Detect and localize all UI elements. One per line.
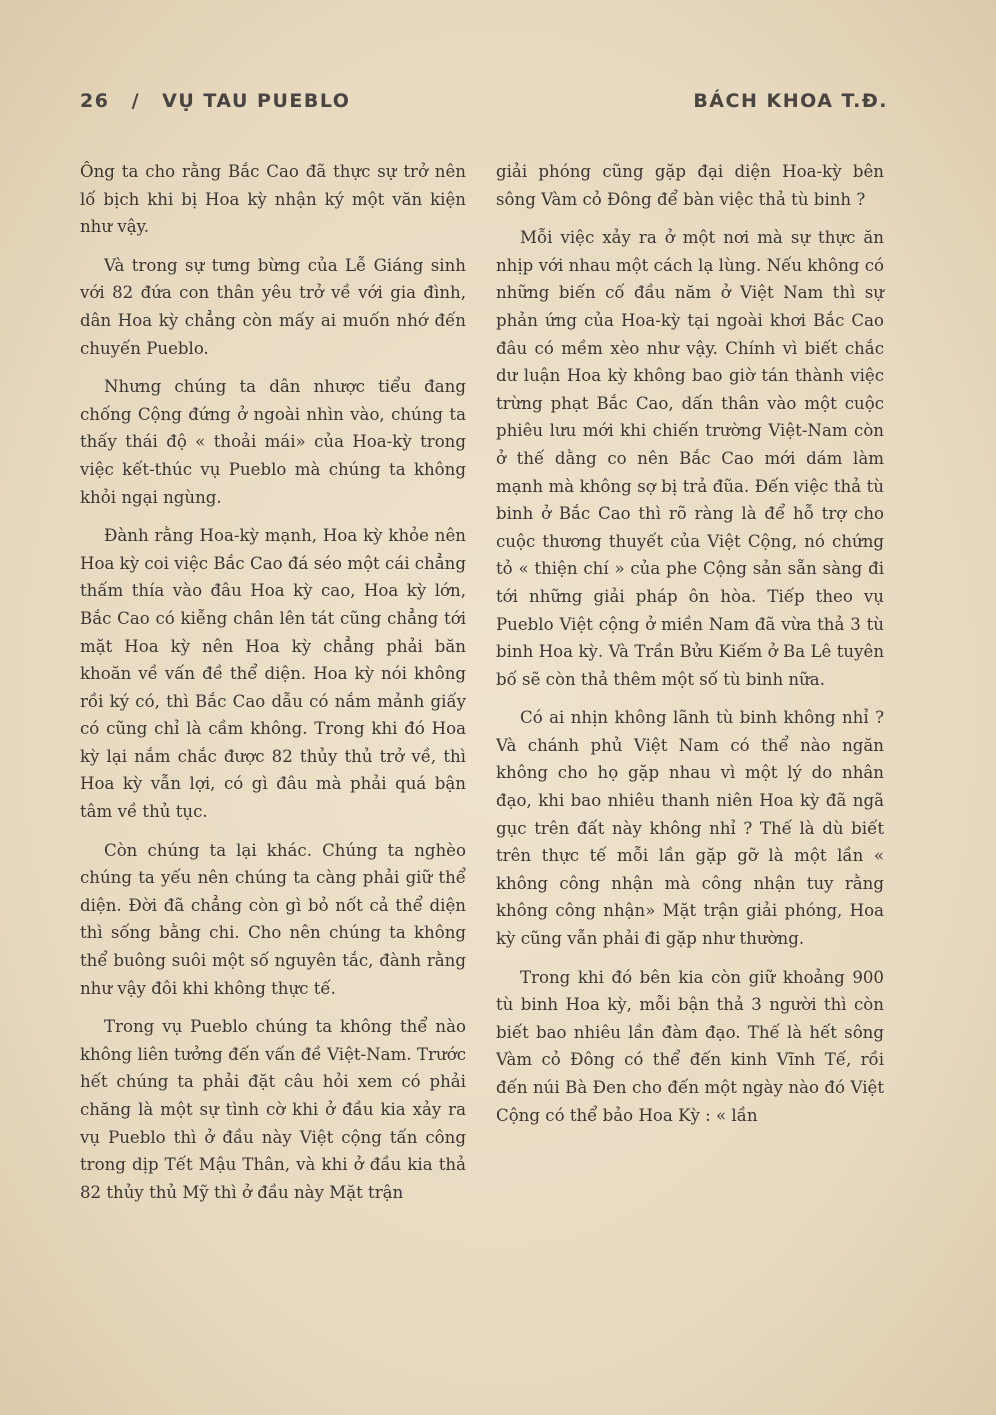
header-separator: /: [131, 90, 141, 112]
paragraph: Có ai nhịn không lãnh tù binh không nhỉ ? Và chánh phủ Việt Nam có thể nào ngăn không cho họ gặp nhau vì một lý do nhân đạo, khi bao nhiêu thanh niên Hoa kỳ đã ngã gục trên đất này không nhỉ ? Thế là dù biết trên thực tế mỗi lần gặp gỡ là một lần « không công nhận mà công nhận tuy rằng không công nhận» Mặt trận giải phóng, Hoa kỳ cũng vẫn phải đi gặp như thường.: [496, 708, 884, 949]
right-column: [496, 158, 884, 1140]
paragraph: giải phóng cũng gặp đại diện Hoa-kỳ bên sông Vàm cỏ Đông để bàn việc thả tù binh ?: [496, 162, 884, 209]
paragraph: Còn chúng ta lại khác. Chúng ta nghèo chúng ta yếu nên chúng ta càng phải giữ thể diện. Đời đã chẳng còn gì bỏ nốt cả thể diện thì sống bằng chi. Cho nên chúng ta không thể buông suôi một số nguyên tắc, đành rằng như vậy đôi khi không thực tế.: [80, 840, 466, 998]
paragraph: Đành rằng Hoa-kỳ mạnh, Hoa kỳ khỏe nên Hoa kỳ coi việc Bắc Cao đá séo một cái chẳng thấm thía vào đâu Hoa kỳ cao, Hoa kỳ lớn, Bắc Cao có kiễng chân lên tát cũng chẳng tới mặt Hoa kỳ nên Hoa kỳ chẳng phải băn khoăn về vấn đề thể diện. Hoa kỳ nói không rồi ký có, thì Bắc Cao dẫu có nắm mảnh giấy có cũng chỉ là cầm không. Trong khi đó Hoa kỳ lại nắm chắc được 82 thủy thủ trở về, thì Hoa kỳ vẫn lợi, có gì đâu mà phải quá bận tâm về thủ tục.: [80, 526, 466, 822]
left-column: [80, 158, 466, 1217]
paragraph: Trong vụ Pueblo chúng ta không thể nào không liên tưởng đến vấn đề Việt-Nam. Trước hết chúng ta phải đặt câu hỏi xem có phải chăng là một sự tình cờ khi ở đầu kia xảy ra vụ Pueblo thì ở đầu này Việt cộng tấn công trong dịp Tết Mậu Thân, và khi ở đầu kia thả 82 thủy thủ Mỹ thì ở đầu này Mặt trận: [80, 1017, 466, 1202]
page-number: 26: [80, 90, 110, 112]
paragraph: Trong khi đó bên kia còn giữ khoảng 900 tù binh Hoa kỳ, mỗi bận thả 3 người thì còn biết bao nhiêu lần đàm đạo. Thế là hết sông Vàm cỏ Đông có thể đến kinh Vĩnh Tế, rồi đến núi Bà Đen cho đến một ngày nào đó Việt Cộng có thể bảo Hoa Kỳ : « lần: [496, 967, 884, 1125]
header-left: [80, 90, 350, 112]
publication-name: BÁCH KHOA T.Đ.: [693, 90, 888, 112]
running-header: [80, 90, 888, 120]
paragraph: Ông ta cho rằng Bắc Cao đã thực sự trở nên lố bịch khi bị Hoa kỳ nhận ký một văn kiện như vậy.: [80, 162, 466, 237]
paragraph: Và trong sự tưng bừng của Lễ Giáng sinh với 82 đứa con thân yêu trở về với gia đình, dân Hoa kỳ chẳng còn mấy ai muốn nhớ đến chuyến Pueblo.: [80, 255, 466, 358]
section-title: VỤ TAU PUEBLO: [162, 90, 351, 112]
paragraph: Nhưng chúng ta dân nhược tiểu đang chống Cộng đứng ở ngoài nhìn vào, chúng ta thấy thái độ « thoải mái» của Hoa-kỳ trong việc kết-thúc vụ Pueblo mà chúng ta không khỏi ngại ngùng.: [80, 377, 466, 507]
paragraph: Mỗi việc xảy ra ở một nơi mà sự thực ăn nhịp với nhau một cách lạ lùng. Nếu không có những biến cố đầu năm ở Việt Nam thì sự phản ứng của Hoa-kỳ tại ngoài khơi Bắc Cao đâu có mềm xèo như vậy. Chính vì biết chắc dư luận Hoa kỳ không bao giờ tán thành việc trừng phạt Bắc Cao, dấn thân vào một cuộc phiêu lưu mới khi chiến trường Việt-Nam còn ở thế dằng co nên Bắc Cao mới dám làm mạnh mà không sợ bị trả đũa. Đến việc thả tù binh ở Bắc Cao thì rõ ràng là để hỗ trợ cho cuộc thương thuyết của Việt Cộng, nó chứng tỏ « thiện chí » của phe Cộng sản sẵn sàng đi tới những giải pháp ôn hòa. Tiếp theo vụ Pueblo Việt cộng ở miền Nam đã vừa thả 3 tù binh Hoa kỳ. Và Trần Bửu Kiếm ở Ba Lê tuyên bố sẽ còn thả thêm một số tù binh nữa.: [496, 228, 884, 689]
